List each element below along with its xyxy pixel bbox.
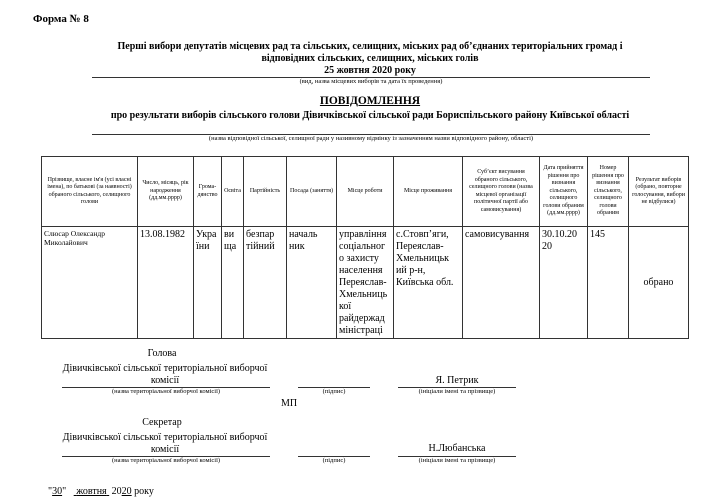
header-citizenship: Грома-дянство [194,157,222,227]
title-line-1: Перші вибори депутатів місцевих рад та сільських, селищних, міських рад об’єднаних територіальних громад і [117,41,623,52]
cell-decision-number: 145 [588,227,629,339]
header-decision-date: Дата прийняття рішення про визнання сільського, селищного голови обраним (дд.мм.рррр) [540,157,588,227]
notice-caption: (назва відповідної сільської, селищної ради у називному відмінку із зазначенням назви відповідного району, області) [208,135,534,142]
secretary-signature-caption: (підпис) [322,457,346,464]
secretary-commission-caption: (назва територіальної виборчої комісії) [111,457,221,464]
cell-education: ви ща [222,227,244,339]
table-row [42,227,689,339]
notice-subheading: про результати виборів сільського голови Дівичківської сільської ради Бориспільського району Київської області [110,110,630,121]
header-result: Результат виборів (обрано, повторне голосування, вибори не відбулися) [629,157,689,227]
head-title: Голова [147,348,177,359]
secretary-name-caption: (ініціали імені та прізвище) [418,457,496,464]
table-header-row [42,157,689,227]
cell-party: безпар тійний [244,227,287,339]
header-nominator: Суб’єкт висування обраного сільського, селищного голови (назва місцевої організації політичної партії або самовисування) [463,157,540,227]
title-line-2: відповідних сільських, селищних, міських голів [261,53,479,64]
cell-workplace: управління соціальног о захисту населення Переяслав-Хмельниць кої райдержад міністраці [337,227,394,339]
header-residence: Місце проживання [394,157,463,227]
header-party: Партійність [244,157,287,227]
form-label: Форма № 8 [33,13,89,25]
date-suffix: року [134,486,154,497]
cell-nominator: самовисування [463,227,540,339]
head-name: Я. Петрик [435,375,479,386]
secretary-title: Секретар [142,417,182,428]
head-signature-caption: (підпис) [322,388,346,395]
header-name: Прізвище, власне ім'я (усі власні імена), по батькові (за наявності) обраного сільського, селищного голови [42,157,138,227]
header-education: Освіта [222,157,244,227]
cell-citizenship: Укра їни [194,227,222,339]
cell-name: Слюсар Олександр Миколайович [42,227,138,339]
title-date: 25 жовтня 2020 року [324,65,416,76]
document-date: "30" жовтня 2020 року [48,486,154,497]
secretary-commission: Дівичківської сільської територіальної виборчої комісії [62,432,268,455]
secretary-name: Н.Любанська [428,443,486,454]
date-year-prefix: 20 [111,486,122,497]
date-year-suffix: 20 [121,486,132,497]
cell-decision-date: 30.10.20 20 [540,227,588,339]
cell-result: обрано [629,227,689,339]
title-caption: (вид, назва місцевих виборів та дата їх проведення) [299,78,443,85]
results-table [41,156,689,339]
notice-heading: ПОВІДОМЛЕННЯ [319,95,421,107]
head-name-caption: (ініціали імені та прізвище) [418,388,496,395]
date-month: жовтня [76,486,107,497]
cell-birth: 13.08.1982 [138,227,194,339]
head-commission: Дівичківської сільської територіальної виборчої комісії [62,363,268,386]
header-decision-number: Номер рішення про визнання сільського, селищного голови обраним [588,157,629,227]
cell-residence: с.Стовп’яги, Переяслав-Хмельницьк ий р-н, Київська обл. [394,227,463,339]
cell-position: началь ник [287,227,337,339]
date-day: 30 [52,486,63,497]
head-commission-caption: (назва територіальної виборчої комісії) [111,388,221,395]
header-position: Посада (заняття) [287,157,337,227]
seal-mark: МП [280,398,298,409]
header-workplace: Місце роботи [337,157,394,227]
header-birth: Число, місяць, рік народження (дд.мм.рррр) [138,157,194,227]
